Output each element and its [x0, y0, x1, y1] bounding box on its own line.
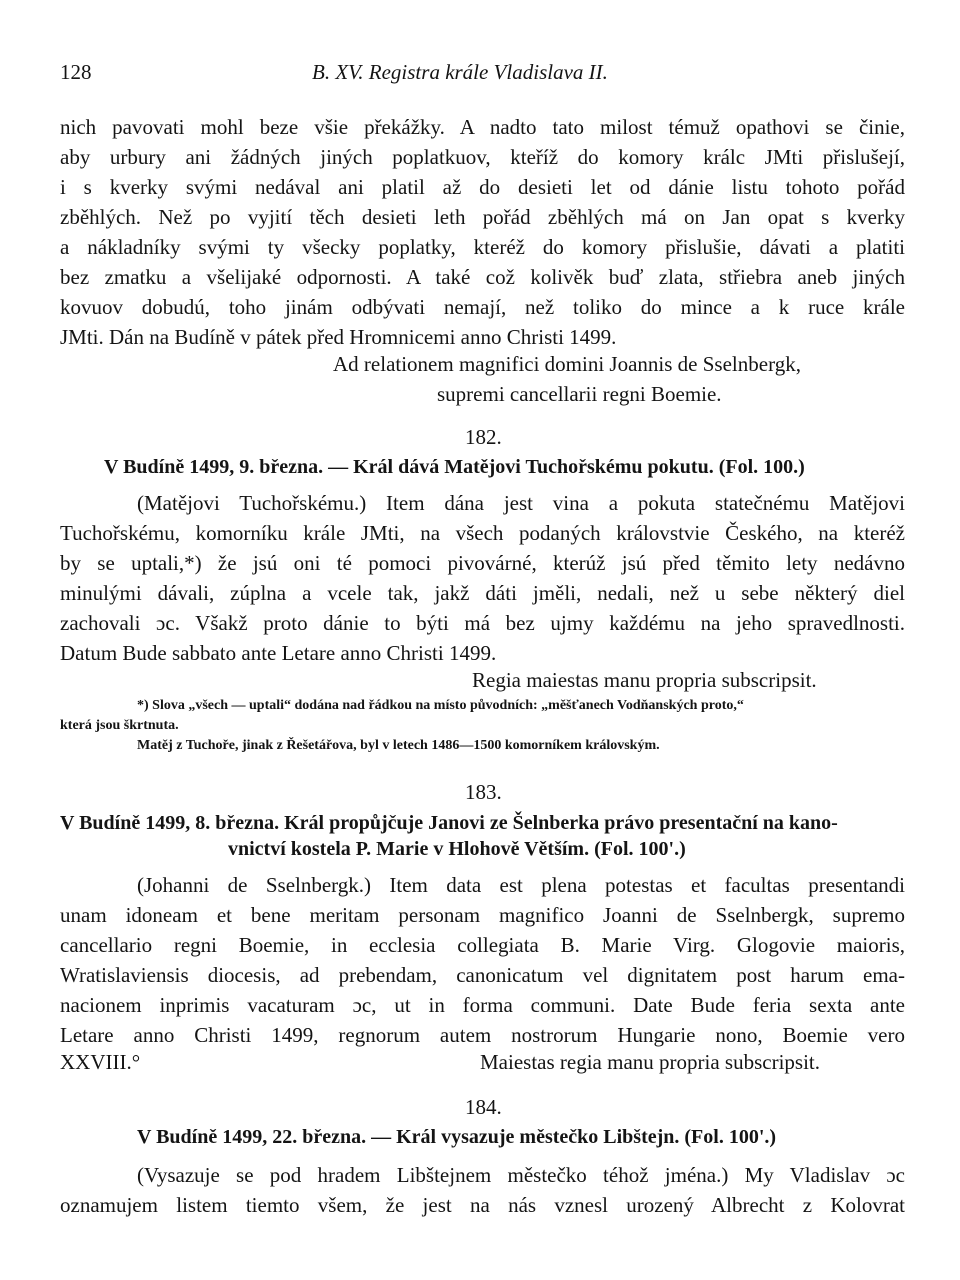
- entry-summary: vnictví kostela P. Marie v Hlohově Větším. (Fol. 100'.): [228, 838, 686, 860]
- running-title: B. XV. Registra krále Vladislava II.: [312, 60, 608, 84]
- text-line: unam idoneam et bene meritam personam magnifico Joanni de Sselnbergk, supremo: [60, 903, 905, 927]
- text-line: cancellario regni Boemie, in ecclesia collegiata B. Marie Virg. Glogovie maioris,: [60, 933, 905, 957]
- text-line: nich pavovati mohl beze všie překážky. A nadto tato milost témuž opathovi se činie,: [60, 115, 905, 139]
- signature-line: Regia maiestas manu propria subscripsit.: [472, 668, 817, 692]
- entry-summary: V Budíně 1499, 8. března. Král propůjčuje Janovi ze Šelnberka právo presentační na kano-: [60, 812, 838, 834]
- entry-number: 182.: [465, 425, 502, 449]
- footnote: *) Slova „všech — uptali“ dodána nad řádkou na místo původních: „měšťanech Vodňanských proto,“: [137, 698, 744, 713]
- text-line: oznamujem listem tiemto všem, že jest na nás vznesl urozený Albrecht z Kolovrat: [60, 1193, 905, 1217]
- text-line: kovuov dobudú, toho jinám odbývati nemají, než toliko do mince a k ruce krále: [60, 295, 905, 319]
- entry-number: 183.: [465, 780, 502, 804]
- text-line: (Vysazuje se pod hradem Libštejnem městečko téhož jména.) My Vladislav ɔc: [137, 1163, 905, 1187]
- entry-summary: V Budíně 1499, 9. března. — Král dává Matějovi Tuchořskému pokutu. (Fol. 100.): [104, 456, 805, 478]
- relation-line: Ad relationem magnifici domini Joannis de Sselnbergk,: [333, 352, 801, 376]
- relation-line: supremi cancellarii regni Boemie.: [437, 382, 722, 406]
- text-line: Tuchořskému, komorníku krále JMti, na všech podaných královstvie Českého, na kteréž: [60, 521, 905, 545]
- signature-line: Maiestas regia manu propria subscripsit.: [480, 1050, 820, 1074]
- text-line: nacionem inprimis vacaturam ɔc, ut in forma communi. Date Bude feria sexta ante: [60, 993, 905, 1017]
- footnote: která jsou škrtnuta.: [60, 718, 179, 733]
- text-line: (Matějovi Tuchořskému.) Item dána jest vina a pokuta statečnému Matějovi: [137, 491, 905, 515]
- text-line: (Johanni de Sselnbergk.) Item data est plena potestas et facultas presentandi: [137, 873, 905, 897]
- text-line: minulými dávali, zúplna a vcele tak, jakž dáti jměli, nedali, než u sebe některý diel: [60, 581, 905, 605]
- text-line: bez zmatku a všelijaké odpornosti. A také což kolivěk buď zlata, střiebra aneb jiných: [60, 265, 905, 289]
- page-number: 128: [60, 60, 92, 84]
- text-line: i s kverky svými nedával ani platil až do desieti let od dánie listu tohoto pořád: [60, 175, 905, 199]
- text-line: by se uptali,*) že jsú oni té pomoci pivovárné, kterúž jsú před těmito lety nedávno: [60, 551, 905, 575]
- entry-summary: V Budíně 1499, 22. března. — Král vysazuje městečko Libštejn. (Fol. 100'.): [137, 1126, 777, 1148]
- text-line: zběhlých. Než po vyjití těch desieti leth pořád zběhlých má on Jan opat s kverky: [60, 205, 905, 229]
- text-line: Letare anno Christi 1499, regnorum autem nostrorum Hungarie nono, Boemie vero: [60, 1023, 905, 1047]
- text-line: Datum Bude sabbato ante Letare anno Christi 1499.: [60, 641, 497, 665]
- text-line: XXVIII.°: [60, 1050, 141, 1074]
- footnote: Matěj z Tuchoře, jinak z Řešetářova, byl v letech 1486—1500 komorníkem královským.: [137, 738, 660, 753]
- text-line: a nákladníky svými ty všecky poplatky, kteréž do komory přislušie, dávati a platiti: [60, 235, 905, 259]
- text-line: aby urbury ani žádných jiných poplatkuov, kteříž do komory králc JMti přislušejí,: [60, 145, 905, 169]
- entry-number: 184.: [465, 1095, 502, 1119]
- text-line: zachovali ɔc. Všakž proto dánie to býti má bez ujmy každému na jeho spravedlnosti.: [60, 611, 905, 635]
- text-line: JMti. Dán na Budíně v pátek před Hromnicemi anno Christi 1499.: [60, 325, 617, 349]
- text-line: Wratislaviensis diocesis, ad prebendam, canonicatum vel dignitatem post harum ema-: [60, 963, 905, 987]
